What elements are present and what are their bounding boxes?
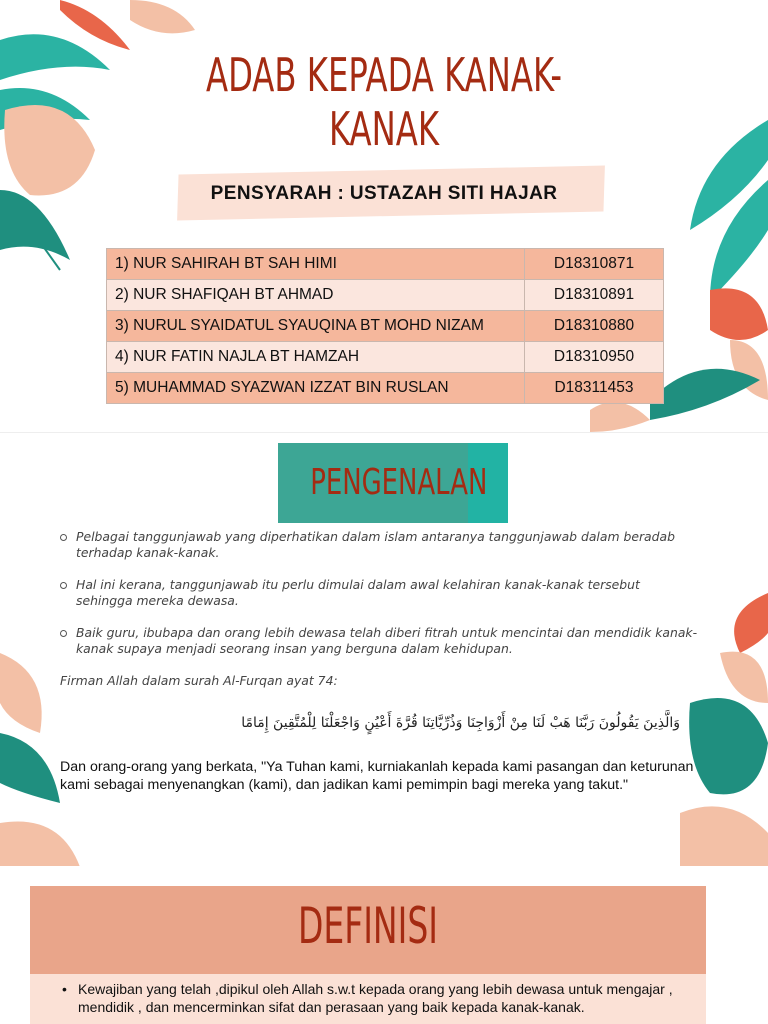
member-name: 3) NURUL SYAIDATUL SYAUQINA BT MOHD NIZAM bbox=[107, 311, 525, 342]
verse-translation: Dan orang-orang yang berkata, "Ya Tuhan kami, kurniakanlah kepada kami pasangan dan keturunan kami sebagai menyenangkan (kami), dan jadikan kami pemimpin bagi mereka yang takut." bbox=[60, 759, 694, 793]
cover-page bbox=[0, 0, 768, 432]
member-id: D18310880 bbox=[525, 311, 664, 342]
title-line-1: ADAB KEPADA KANAK- bbox=[206, 48, 562, 102]
list-item: Hal ini kerana, tanggunjawab itu perlu dimulai dalam awal kelahiran kanak-kanak tersebut sehingga mereka dewasa. bbox=[60, 577, 700, 609]
lecturer-label: PENSYARAH : USTAZAH SITI HAJAR bbox=[210, 183, 558, 204]
members-table bbox=[106, 248, 664, 404]
table-row bbox=[107, 249, 664, 280]
list-item: Pelbagai tanggunjawab yang diperhatikan dalam islam antaranya tanggunjawab dalam beradab terhadap kanak-kanak. bbox=[60, 529, 700, 561]
document-title bbox=[84, 48, 683, 156]
definition-page bbox=[0, 866, 768, 1024]
member-name: 5) MUHAMMAD SYAZWAN IZZAT BIN RUSLAN bbox=[107, 373, 525, 404]
member-id: D18310891 bbox=[525, 280, 664, 311]
table-row bbox=[107, 373, 664, 404]
table-row bbox=[107, 342, 664, 373]
member-id: D18310871 bbox=[525, 249, 664, 280]
arabic-verse: وَالَّذِينَ يَقُولُونَ رَبَّنَا هَبْ لَنَا مِنْ أَزْوَاجِنَا وَذُرِّيَّاتِنَا قُرَّةَ أَعْيُنٍ وَاجْعَلْنَا لِلْمُتَّقِينَ إِمَامًا bbox=[241, 715, 680, 731]
table-row bbox=[107, 311, 664, 342]
member-id: D18310950 bbox=[525, 342, 664, 373]
member-name: 2) NUR SHAFIQAH BT AHMAD bbox=[107, 280, 525, 311]
table-row bbox=[107, 280, 664, 311]
verse-reference: Firman Allah dalam surah Al-Furqan ayat 74: bbox=[60, 673, 338, 688]
intro-page bbox=[0, 432, 768, 867]
member-id: D18311453 bbox=[525, 373, 664, 404]
title-line-2: KANAK bbox=[328, 102, 439, 156]
definition-heading: DEFINISI bbox=[297, 897, 439, 955]
intro-bullet-list bbox=[60, 529, 700, 673]
section-heading: PENGENALAN bbox=[310, 462, 488, 503]
member-name: 1) NUR SAHIRAH BT SAH HIMI bbox=[107, 249, 525, 280]
member-name: 4) NUR FATIN NAJLA BT HAMZAH bbox=[107, 342, 525, 373]
definition-text: • Kewajiban yang telah ,dipikul oleh Allah s.w.t kepada orang yang lebih dewasa untuk mengajar , mendidik , dan mencerminkan sifat dan perasaan yang baik kepada kanak-kanak. bbox=[62, 980, 678, 1016]
list-item: Baik guru, ibubapa dan orang lebih dewasa telah diberi fitrah untuk mencintai dan mendidik kanak-kanak supaya menjadi seorang insan yang berguna dalam kehidupan. bbox=[60, 625, 700, 657]
